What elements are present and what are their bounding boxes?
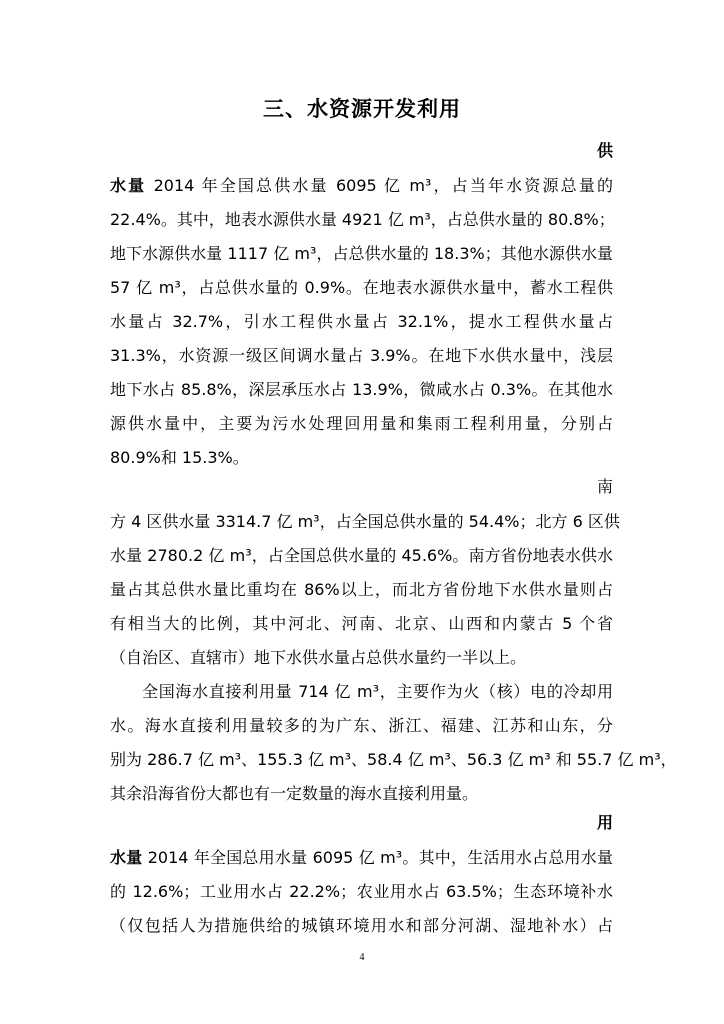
paragraph-line: 22.4%。其中，地表水源供水量 4921 亿 m³，占总供水量的 80.8%； [110, 210, 615, 229]
paragraph-line: 80.9%和 15.3%。 [110, 448, 249, 467]
paragraph-line: 其余沿海省份大都也有一定数量的海水直接利用量。 [110, 784, 479, 803]
paragraph-line: （仅包括人为措施供给的城镇环境用水和部分河湖、湿地补水）占 [110, 916, 613, 935]
paragraph-line: 地下水占 85.8%，深层承压水占 13.9%，微咸水占 0.3%。在其他水 [110, 380, 613, 399]
paragraph-line: 水量占 32.7%，引水工程供水量占 32.1%，提水工程供水量占 [110, 312, 613, 331]
paragraph-line: （自治区、直辖市）地下水供水量占总供水量约一半以上。 [110, 648, 527, 667]
paragraph-text: 2014 年全国总用水量 6095 亿 m³。其中，生活用水占总用水量 [142, 848, 613, 867]
paragraph-line: 地下水源供水量 1117 亿 m³，占总供水量的 18.3%；其他水源供水量 [110, 244, 613, 263]
paragraph-line: 全国海水直接利用量 714 亿 m³，主要作为火（核）电的冷却用 [142, 682, 613, 701]
section-title: 三、水资源开发利用 [263, 97, 461, 121]
paragraph-line: 别为 286.7 亿 m³、155.3 亿 m³、58.4 亿 m³、56.3 亿 m³ 和 55.7 亿 m³， [110, 750, 677, 769]
heading-use: 水量 [110, 848, 143, 867]
paragraph-line: 31.3%，水资源一级区间调水量占 3.9%。在地下水供水量中，浅层 [110, 346, 613, 365]
paragraph-line: 方 4 区供水量 3314.7 亿 m³，占全国总供水量的 54.4%；北方 6 区供 [110, 512, 620, 531]
heading-supply: 水量 [110, 176, 147, 195]
paragraph-text: 2014 年全国总供水量 6095 亿 m³，占当年水资源总量的 [146, 176, 613, 195]
heading-tail-use: 用 [596, 813, 613, 832]
page-number: 4 [359, 952, 365, 963]
paragraph-line: 水量 2780.2 亿 m³，占全国总供水量的 45.6%。南方省份地表水供水 [110, 546, 613, 565]
paragraph-line: 量占其总供水量比重均在 86%以上，而北方省份地下水供水量则占 [110, 580, 613, 599]
paragraph-line: 57 亿 m³，占总供水量的 0.9%。在地表水源供水量中，蓄水工程供 [110, 278, 613, 297]
paragraph-line: 的 12.6%；工业用水占 22.2%；农业用水占 63.5%；生态环境补水 [110, 882, 613, 901]
paragraph-line [110, 176, 613, 196]
paragraph-line: 有相当大的比例，其中河北、河南、北京、山西和内蒙古 5 个省 [110, 614, 613, 633]
heading-tail-supply: 供 [596, 141, 613, 160]
heading-tail-south: 南 [596, 477, 613, 496]
paragraph-line [110, 848, 613, 868]
paragraph-line: 源供水量中，主要为污水处理回用量和集雨工程利用量，分别占 [110, 414, 613, 433]
paragraph-line: 水。海水直接利用量较多的为广东、浙江、福建、江苏和山东，分 [110, 716, 613, 735]
